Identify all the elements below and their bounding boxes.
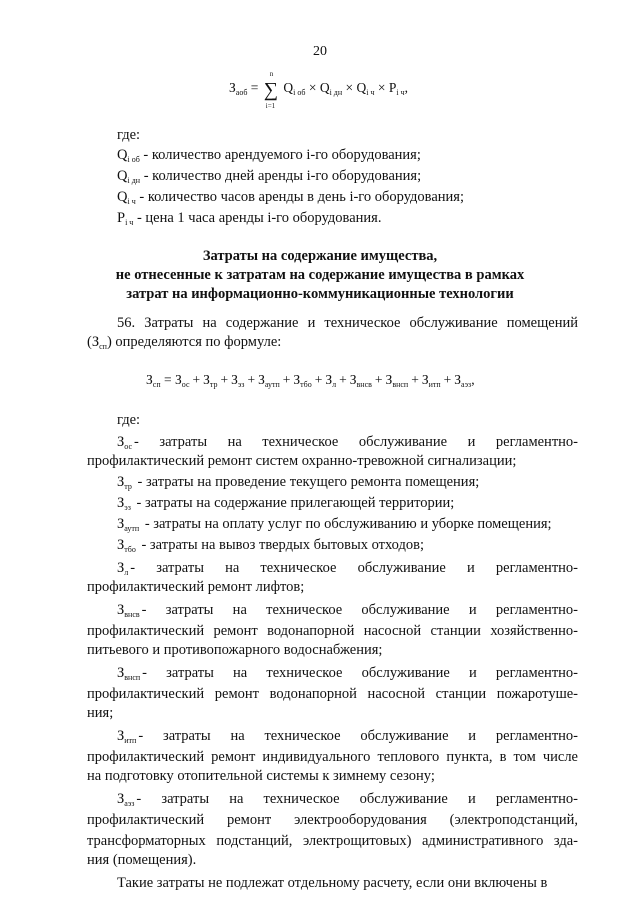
definition-symbol-sub: эз [124, 503, 131, 512]
definition-symbol: З [117, 728, 125, 744]
multiply-sign: × [308, 80, 317, 95]
definition-text: - затраты на техническое обслуживание и регламентно- [130, 560, 578, 576]
definition-symbol-sub: тр [124, 482, 132, 491]
plus-sign: + [411, 372, 419, 387]
definition-continuation: питьевого и противопожарного водоснабжения; [87, 642, 383, 658]
definition-line [117, 558, 578, 578]
formula-lhs: З [146, 372, 153, 387]
sum-lower-limit: i=1 [265, 102, 276, 110]
sum-upper-limit: n [269, 70, 274, 78]
section-heading-line: Затраты на содержание имущества, [202, 248, 438, 264]
definition-symbol-sub: итп [124, 736, 137, 745]
paragraph-56-line: $(З_{сп})$ определяются по формуле: [87, 334, 282, 351]
definition-line [117, 726, 578, 746]
formula-term: З [293, 372, 301, 387]
formula-term-sub: i дн [329, 88, 343, 97]
definition-symbol: З [117, 791, 125, 807]
formula-term: З [325, 372, 333, 387]
formula-tail: , [471, 372, 475, 387]
definition-line [117, 432, 578, 452]
formula-term-sub: итп [428, 380, 441, 389]
formula-term-sub: внсп [392, 380, 409, 389]
multiply-sign: × [345, 80, 354, 95]
formula-term-sub: i ч [366, 88, 375, 97]
definition-continuation: ния; [87, 705, 114, 721]
formula-term-sub: тр [209, 380, 218, 389]
definition-text: - затраты на проведение текущего ремонта помещения; [133, 474, 480, 490]
section-heading-line: затрат на информационно-коммуникационные технологии [126, 286, 514, 302]
definition-text: - затраты на техническое обслуживание и регламентно- [138, 728, 578, 744]
definition-text: - затраты на техническое обслуживание и регламентно- [134, 434, 578, 450]
definition-symbol-sub: ос [124, 442, 133, 451]
multiply-sign: × [377, 80, 386, 95]
definition-line [117, 600, 578, 620]
definition-line [117, 663, 578, 683]
definition-symbol-sub: л [124, 568, 129, 577]
definition-symbol-sub: внсв [124, 610, 140, 619]
definition-text: - затраты на техническое обслуживание и регламентно- [141, 602, 578, 618]
definition-symbol-sub: аутп [124, 524, 140, 533]
definition-line: $Q_{i ч}$ - количество часов аренды в день i-го оборудования; [117, 189, 464, 206]
sum-symbol: ∑ n i=1 [263, 70, 279, 110]
formula-term: З [231, 372, 238, 387]
equals-sign: = [250, 80, 259, 95]
section-heading-line: не отнесенные к затратам на содержание имущества в рамках [115, 267, 525, 283]
definition-symbol: З [117, 474, 125, 490]
plus-sign: + [374, 372, 383, 387]
definition-continuation: ния (помещения). [87, 852, 197, 868]
definition-continuation: трансформаторных подстанций, электрощитовых) административного зда- [87, 833, 578, 849]
formula-term: Q [283, 80, 294, 95]
formula-lhs-sub: сп [152, 380, 161, 389]
definition-continuation: Такие затраты не подлежат отдельному расчету, если они включены в [117, 875, 548, 891]
definition-continuation: профилактический ремонт систем охранно-тревожной сигнализации; [87, 453, 517, 469]
definition-continuation: профилактический ремонт водонапорной насосной станции хозяйственно- [87, 623, 578, 639]
definition-symbol: З [117, 537, 125, 553]
formula-term-sub: аэз [461, 380, 472, 389]
definition-text: - затраты на содержание прилегающей территории; [132, 495, 455, 511]
where-label: где: [117, 412, 141, 428]
formula-rental-cost [229, 70, 409, 110]
plus-sign: + [443, 372, 452, 387]
definition-continuation: профилактический ремонт электрооборудования (электроподстанций, [87, 812, 578, 828]
definition-symbol: З [117, 516, 125, 532]
page-number: 20 [313, 44, 327, 59]
definition-continuation: профилактический ремонт индивидуального теплового пункта, в том числе [87, 749, 578, 765]
plus-sign: + [220, 372, 229, 387]
definition-symbol: З [117, 495, 125, 511]
definition-symbol: З [117, 560, 125, 576]
formula-term: З [203, 372, 210, 387]
definition-text: - затраты на вывоз твердых бытовых отходов; [137, 537, 424, 553]
formula-lhs: З [229, 80, 236, 95]
formula-term: З [349, 372, 357, 387]
definition-line [117, 516, 552, 533]
where-label: где: [117, 127, 141, 143]
equals-sign: = [163, 372, 172, 387]
formula-term: Q [319, 80, 330, 95]
plus-sign: + [314, 372, 323, 387]
formula-term-sub: л [332, 380, 337, 389]
definition-line [117, 789, 578, 809]
formula-tail: , [404, 80, 409, 95]
definition-line: $P_{i ч}$ - цена 1 часа аренды i-го оборудования. [117, 210, 382, 227]
definition-line [117, 474, 479, 491]
definition-line: $Q_{i дн}$ - количество дней аренды i-го оборудования; [117, 168, 422, 185]
definition-continuation: на подготовку отопительной системы к зимнему сезону; [87, 768, 435, 784]
definition-text: - затраты на техническое обслуживание и регламентно- [142, 665, 578, 681]
plus-sign: + [192, 372, 201, 387]
formula-term: З [174, 372, 182, 387]
definition-symbol-sub: тбо [124, 545, 136, 554]
definition-symbol: З [117, 434, 125, 450]
definition-text: - затраты на техническое обслуживание и регламентно- [136, 791, 578, 807]
definition-symbol-sub: внсп [124, 673, 141, 682]
definition-symbol: З [117, 602, 125, 618]
formula-premises-cost [146, 372, 475, 389]
formula-term-sub: ос [181, 380, 190, 389]
plus-sign: + [247, 372, 256, 387]
formula-term-sub: i ч [396, 88, 405, 97]
formula-term: З [421, 372, 429, 387]
definition-symbol-sub: аэз [124, 799, 135, 808]
formula-term-sub: i об [293, 88, 306, 97]
formula-term-sub: тбо [300, 380, 312, 389]
definition-line [117, 537, 424, 554]
formula-term: З [258, 372, 265, 387]
plus-sign: + [282, 372, 291, 387]
definition-line [117, 495, 454, 512]
plus-sign: + [339, 372, 347, 387]
formula-term: З [454, 372, 462, 387]
formula-term-sub: эз [237, 380, 245, 389]
formula-term-sub: аутп [264, 380, 280, 389]
paragraph-56-line: 56. Затраты на содержание и техническое обслуживание помещений [117, 315, 578, 331]
formula-term: З [385, 372, 393, 387]
definition-line: $Q_{i об}$ - количество арендуемого i-го оборудования; [117, 147, 421, 164]
definition-symbol: З [117, 665, 125, 681]
definition-continuation: профилактический ремонт водонапорной насосной станции пожаротуше- [87, 686, 578, 702]
formula-term: P [388, 80, 397, 95]
definition-continuation: профилактический ремонт лифтов; [87, 579, 305, 595]
formula-lhs-sub: аоб [235, 88, 248, 97]
formula-term: Q [356, 80, 367, 95]
definition-text: - затраты на оплату услуг по обслуживанию и уборке помещения; [141, 516, 552, 532]
formula-term-sub: внсв [356, 380, 372, 389]
